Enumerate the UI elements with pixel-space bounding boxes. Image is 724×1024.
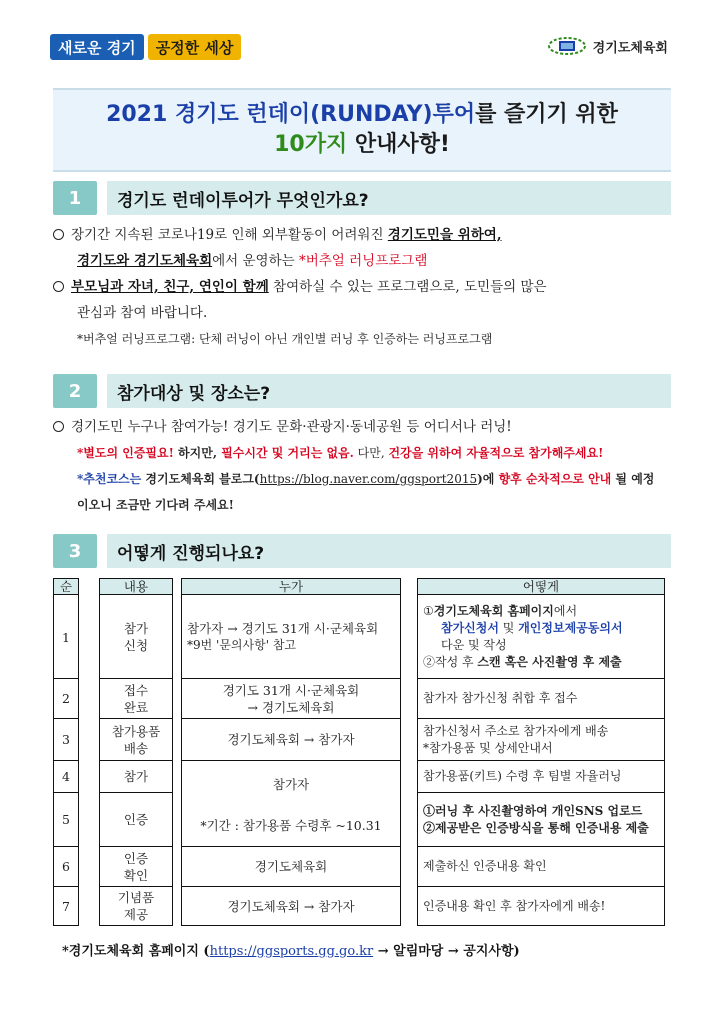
org-logo: [547, 36, 668, 56]
s1-paragraph-2: 부모님과 자녀, 친구, 연인이 함께 참여하실 수 있는 프로그램으로, 도민들의 많은: [53, 274, 683, 300]
section-header-3: [53, 534, 671, 568]
header-seq: 순: [53, 578, 79, 595]
section-number: 3: [53, 534, 97, 568]
table-row-4-who: 참가자: [272, 776, 310, 792]
title-box: [53, 88, 671, 172]
table-row-1-how: ①경기도체육회 홈페이지에서 참가신청서 및 개인정보제공동의서 다운 및 작성 ②작성 후 스캔 혹은 사진촬영 후 제출: [423, 604, 623, 669]
section-1-body: 장기간 지속된 코로나19로 인해 외부활동이 어려워진 경기도민을 위하여, 경기도와 경기도체육회에서 운영하는 *버추얼 러닝프로그램 부모님과 자녀, 친구, 연인이 함께 참여하실 수 있는 프로그램으로, 도민들의 많은 관심과 참여 바랍니다. *버추얼 러닝프로그램: 단체 러닝이 아닌 개인별 러닝 후 인증하는 러닝프로그램: [53, 222, 683, 352]
table-row-4-how: 참가용품(키트) 수령 후 팀별 자율러닝: [423, 769, 622, 783]
section-2-body: 경기도민 누구나 참여가능! 경기도 문화·관광지·동네공원 등 어디서나 러닝! *별도의 인증필요! 하지만, 필수시간 및 거리는 없음. 다만, 건강을 위하여 자율적으로 참가해주세요! *추천코스는 경기도체육회 블로그(https://blog.naver.com/ggsport2015)에 향후 순차적으로 안내 될 예정 이오니 조금만 기다려 주세요!: [53, 414, 683, 518]
top-bar: [50, 34, 674, 64]
table-row-3-how: 참가신청서 주소로 참가자에게 배송 *참가용품 및 상세안내서: [423, 723, 609, 755]
circle-bullet-icon: [53, 421, 64, 432]
table-row-3-who: 경기도체육회 → 참가자: [227, 732, 355, 747]
s2-note-2: *추천코스는 경기도체육회 블로그(https://blog.naver.com/ggsport2015)에 향후 순차적으로 안내 될 예정: [77, 472, 655, 486]
table-row-7-how: 인증내용 확인 후 참가자에게 배송!: [423, 898, 606, 913]
section-header-2: [53, 374, 671, 408]
table-row-3-item: 참가용품 배송: [111, 723, 161, 756]
circle-bullet-icon: [53, 229, 64, 240]
table-row-5-period: *기간 : 참가용품 수령후 ~10.31: [200, 817, 382, 833]
table-row-5-seq: 5: [62, 812, 70, 827]
title-line-1: [53, 100, 671, 130]
table-row-6-seq: 6: [62, 859, 70, 874]
s1-note: *버추얼 러닝프로그램: 단체 러닝이 아닌 개인별 러닝 후 인증하는 러닝프로그램: [77, 332, 493, 346]
table-row-4-item: 참가: [123, 769, 149, 784]
header-how: 어떻게: [417, 578, 665, 595]
footer-note: *경기도체육회 홈페이지 (https://ggsports.gg.go.kr → 알림마당 → 공지사항): [62, 944, 520, 959]
table-row-1-item: 참가 신청: [123, 621, 149, 653]
table-row-3-seq: 3: [62, 732, 70, 747]
table-row-2-item: 접수 완료: [123, 682, 149, 715]
header-item: 내용: [99, 578, 173, 595]
s1-paragraph-1: 장기간 지속된 코로나19로 인해 외부활동이 어려워진 경기도민을 위하여,: [53, 222, 683, 248]
process-table: [53, 578, 665, 926]
section-number: 1: [53, 181, 97, 215]
homepage-link[interactable]: https://ggsports.gg.go.kr: [209, 944, 374, 959]
table-row-2-seq: 2: [62, 691, 70, 706]
section-header-1: [53, 181, 671, 215]
org-name: 경기도체육회: [592, 40, 668, 56]
title-line-2: [53, 130, 671, 160]
section-title: 참가대상 및 장소는?: [107, 374, 671, 408]
table-row-2-who: 경기도 31개 시·군체육회 → 경기도체육회: [222, 682, 360, 715]
table-row-1-seq: 1: [62, 629, 70, 645]
section-title: 어떻게 진행되나요?: [107, 534, 671, 568]
slogan-right: 공정한 세상: [148, 34, 242, 60]
table-row-1-who: 참가자 → 경기도 31개 시·군체육회 *9번 '문의사항' 참고: [187, 621, 379, 652]
section-title: 경기도 런데이투어가 무엇인가요?: [107, 181, 671, 215]
slogan-left: 새로운 경기: [50, 34, 144, 60]
table-row-2-how: 참가자 참가신청 취합 후 접수: [423, 691, 578, 705]
title-guide: 안내사항!: [347, 132, 450, 157]
table-row-7-item: 기념품 제공: [117, 890, 155, 922]
circle-bullet-icon: [53, 281, 64, 292]
title-suffix: 를 즐기기 위한: [475, 102, 618, 127]
table-row-5-how: ①러닝 후 사진촬영하여 개인SNS 업로드 ②제공받은 인증방식을 통해 인증내용 제출: [423, 803, 649, 835]
title-count: 10가지: [274, 132, 348, 157]
s2-note-1: *별도의 인증필요! 하지만, 필수시간 및 거리는 없음. 다만, 건강을 위하여 자율적으로 참가해주세요!: [77, 446, 604, 460]
table-row-5-item: 인증: [123, 812, 149, 827]
table-row-6-who: 경기도체육회: [254, 859, 328, 874]
flag-logo-icon: [547, 36, 587, 56]
title-event: 2021 경기도 런데이(RUNDAY)투어: [106, 102, 476, 127]
table-row-7-seq: 7: [62, 898, 70, 914]
table-row-6-how: 제출하신 인증내용 확인: [423, 859, 547, 873]
table-row-4-seq: 4: [62, 769, 70, 784]
table-row-6-item: 인증 확인: [123, 850, 149, 883]
section-number: 2: [53, 374, 97, 408]
s2-paragraph-1: 경기도민 누구나 참여가능! 경기도 문화·관광지·동네공원 등 어디서나 러닝!: [53, 414, 683, 440]
slogan-badge: [50, 34, 241, 60]
table-row-7-who: 경기도체육회 → 참가자: [227, 898, 355, 914]
header-who: 누가: [181, 578, 401, 595]
blog-link[interactable]: https://blog.naver.com/ggsport2015: [259, 472, 478, 486]
